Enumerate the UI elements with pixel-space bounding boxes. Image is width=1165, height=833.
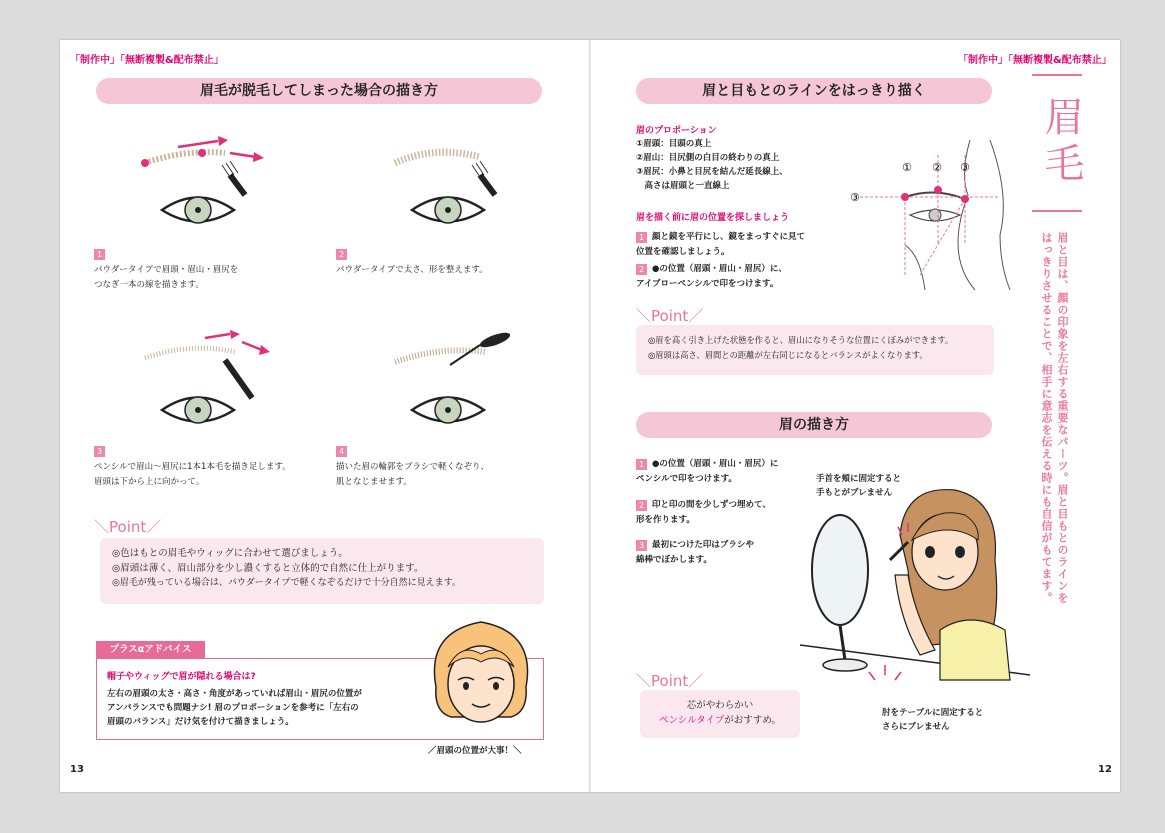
side-rule-top [1032,74,1082,76]
copyright-notice: 「制作中」「無断複製&配布禁止」 [958,55,1112,66]
left-page [60,40,590,792]
elbow-tip: 肘をテーブルに固定すると さらにブレません [882,708,984,732]
point-line: ◎眉頭は薄く、眉山部分を少し濃くすると立体的で自然に仕上がります。 [112,563,424,574]
point-suffix: がおすすめ。 [724,715,781,726]
step-4 [336,445,576,490]
position-heading: 眉を描く前に眉の位置を探しましょう [636,213,790,223]
point-line: ◎色はもとの眉毛やウィッグに合わせて選びましょう。 [112,548,348,559]
step-text: 印と印の間を少しずつ埋めて、 形を作ります。 [636,500,771,525]
point-title: ＼Point／ [636,672,704,690]
proportion-list: ①眉頭：目頭の真上 ②眉山：目尻側の白目の終わりの真上 ③眉尻：小鼻と目尻を結んだ延長線上、 高さは眉頭と一直線上 [636,139,788,191]
advice-question: 帽子やウィッグで眉が隠れる場合は? [107,672,256,682]
advice-body: 左右の眉頭の太さ・高さ・角度があっていれば眉山・眉尻の位置が アンバランスでも問題ナシ! 眉のプロポーションを参考に「左右の 眉頭のバランス」だけ気を付けて描きましょう。 [107,689,362,727]
girl-illustration [416,612,546,742]
step-2 [336,248,576,278]
point-title: ＼Point／ [636,307,704,325]
s1-step-1 [636,230,876,260]
point-line: ◎眉頭は高さ、眉間との距離が左右同じになるとバランスがよくなります。 [648,350,928,360]
s1-step-2 [636,262,876,292]
eye-illustration-3 [130,330,290,450]
point-highlight: ペンシルタイプ [659,715,725,726]
eyebrow-proportion-diagram [850,135,1020,295]
point-box [636,325,994,375]
point-box [100,538,544,604]
step-number: 4 [336,446,347,457]
step-text: 最初につけた印はブラシや 綿棒でぼかします。 [636,540,754,565]
advice-tab: プラスαアドバイス [96,641,206,659]
diagram-label: ② [932,161,942,174]
page-number: 13 [70,764,84,775]
step-number: 1 [94,249,105,260]
step-text: 描いた眉の輪郭をブラシで軽くなぞり、 肌となじませます。 [336,462,490,487]
side-description: 眉と目は、顔の印象を左右する重要なパーツ。眉と目もとのラインを はっきりさせることで、相手に意志を伝える時にも自信がもてます。 [1040,232,1069,604]
wrist-tip: 手首を頬に固定すると 手もとがブレません [816,474,902,498]
step-number: 2 [636,264,647,275]
section-title: 眉毛が脱毛してしまった場合の描き方 [96,78,542,104]
step-number: 2 [336,249,347,260]
magazine-spread [60,40,1120,792]
step-number: 2 [636,500,647,511]
step-text: パウダータイプで太さ、形を整えます。 [336,265,488,275]
step-number: 3 [94,446,105,457]
point-line: 芯がやわらかい [686,700,754,711]
section-title: 眉と目もとのラインをはっきり描く [636,78,992,104]
point-box [640,690,800,738]
step-text: ペンシルで眉山〜眉尻に1本1本毛を描き足します。 眉頭は下から上に向かって。 [94,462,291,487]
step-text: ●の位置（眉頭・眉山・眉尻）に ペンシルで印をつけます。 [636,459,779,484]
woman-mirror-illustration [790,480,1035,690]
step-number: 1 [636,232,647,243]
eye-illustration-4 [380,330,540,450]
diagram-label: ③ [960,161,970,174]
girl-caption: ／眉頭の位置が大事！＼ [428,746,522,756]
point-line: ◎眉を高く引き上げた状態を作ると、眉山になりそうな位置にくぼみができます。 [648,335,954,345]
step-1 [94,248,334,293]
step-number: 3 [636,540,647,551]
point-line: ◎眉毛が残っている場合は、パウダータイプで軽くなぞるだけで十分自然に見えます。 [112,578,461,588]
step-text: ●の位置（眉頭・眉山・眉尻）に、 アイブローペンシルで印をつけます。 [636,264,787,289]
page-number: 12 [1098,764,1112,775]
proportion-heading: 眉のプロポーション [636,126,717,136]
step-text: 顔と鏡を平行にし、鏡をまっすぐに見て 位置を確認しましょう。 [636,232,806,257]
step-3 [94,445,344,490]
copyright-notice: 「制作中」「無断複製&配布禁止」 [70,55,224,66]
point-title: ＼Point／ [94,518,162,536]
diagram-label: ① [902,161,912,174]
step-text: パウダータイプで眉頭・眉山・眉尻を つなぎ一本の線を描きます。 [94,265,239,290]
right-page [590,40,1120,792]
step-number: 1 [636,459,647,470]
diagram-label: ③ [850,191,860,204]
section-title: 眉の描き方 [636,412,992,438]
side-rule-bottom [1032,210,1082,212]
side-title: 眉毛 [1038,96,1084,188]
